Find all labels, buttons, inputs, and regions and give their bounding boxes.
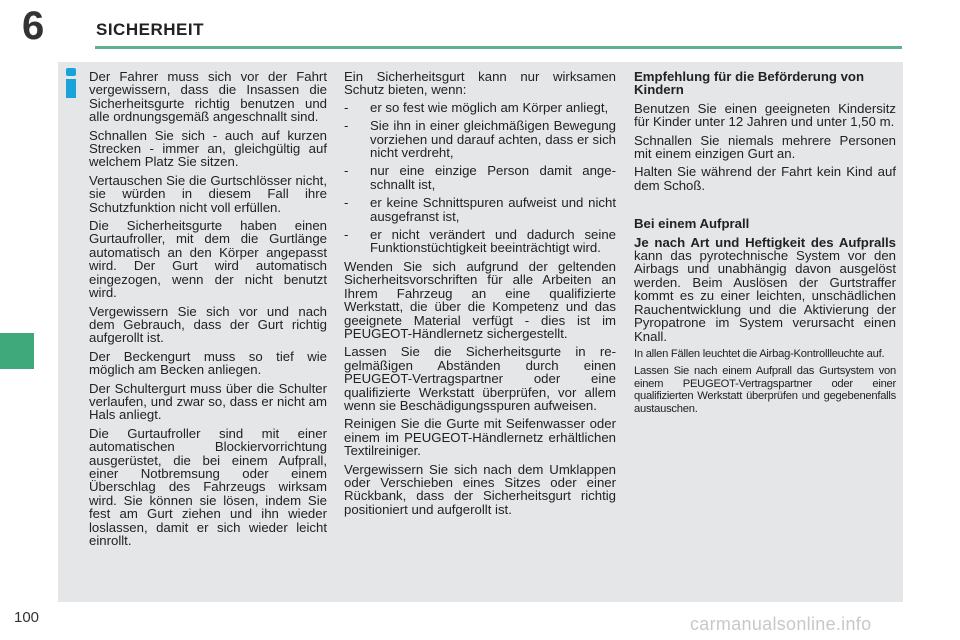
paragraph: Benutzen Sie einen geeigneten Kindersitz für Kinder unter 12 Jahren und unter 1,50 m. [634, 100, 896, 130]
watermark: carmanualsonline.info [690, 614, 872, 634]
impact-paragraph [634, 236, 896, 343]
info-icon-stem [66, 79, 76, 98]
chapter-tab-marker [0, 333, 34, 369]
paragraph: Reinigen Sie die Gurte mit Seifenwasser oder einem im PEUGEOT-Händlernetz erhältlichen Textilreiniger. [344, 416, 616, 459]
list-item: - er nicht verändert und dadurch seine Funktionstüchtigkeit beeinträchtigt wird. [344, 228, 616, 255]
paragraph: Vertauschen Sie die Gurtschlösser nicht, sie würden in diesem Fall ihre Schutzfunktion nicht voll erfüllen. [89, 172, 327, 215]
list-item: - Sie ihn in einer gleichmäßigen Bewegung vorziehen und darauf achten, dass er sich nicht verdreht, [344, 119, 616, 159]
list-item: - er so fest wie möglich am Körper anliegt, [344, 101, 616, 114]
paragraph: Vergewissern Sie sich vor und nach dem Gebrauch, dass der Gurt richtig aufgerollt ist. [89, 303, 327, 346]
spacer [634, 197, 896, 217]
header-divider [95, 46, 902, 49]
impact-bold-text: Je nach Art und Heftigkeit des Aufpralls [634, 234, 896, 250]
info-icon [64, 68, 78, 98]
condition-list [344, 101, 616, 255]
paragraph: Halten Sie während der Fahrt kein Kind auf dem Schoß. [634, 164, 896, 193]
column-3 [634, 70, 896, 420]
list-item: - er keine Schnittspuren aufweist und nicht ausgefranst ist, [344, 196, 616, 223]
paragraph: Der Beckengurt muss so tief wie möglich am Becken anliegen. [89, 348, 327, 378]
children-heading: Empfehlung für die Beförderung von Kindern [634, 69, 865, 98]
chapter-number: 6 [22, 4, 45, 48]
column-2 [344, 70, 616, 521]
list-item: - nur eine einzige Person damit angeschnallt ist, [344, 164, 616, 191]
paragraph: Der Schultergurt muss über die Schulter verlaufen, und zwar so, dass er nicht am Hals anliegt. [89, 380, 327, 423]
paragraph: Wenden Sie sich aufgrund der geltenden Sicherheitsvorschriften für alle Arbeiten an Ihrem Fahrzeug an eine qualifizierte Werkstatt, die über die Kompetenz und das geeignete Material verfügt - dies ist im PEUGEOT-Händlernetz sichergestellt. [344, 258, 616, 341]
impact-text: kann das pyrotechnische System vor den Airbags und unabhängig davon ausgelöst werden. Beim Auslösen der Gurtstraffer kommt es zu einer leichten, unschädlichen Rauchentwicklung und die Aktivierung der Pyropatrone im System verursacht einen Knall. [634, 248, 896, 344]
paragraph: Die Sicherheitsgurte haben einen Gurtaufroller, mit dem die Gurtlänge automatisch an den Körper angepasst wird. Der Gurt wird automatisch eingezogen, wenn der nicht benutzt wird. [89, 218, 327, 301]
paragraph: Der Fahrer muss sich vor der Fahrt vergewissern, dass die Insassen die Sicherheitsgurte richtig benutzen und alle ordnungsgemäß angeschnallt sind. [89, 69, 327, 125]
paragraph: Schnallen Sie sich - auch auf kurzen Strecken - immer an, gleichgültig auf welchem Platz Sie sitzen. [89, 127, 327, 170]
paragraph: Die Gurtaufroller sind mit einer automatischen Blockiervorrichtung ausgerüstet, die bei einem Aufprall, einer Notbremsung oder einem Überschlag des Fahrzeugs wirksam wird. Sie können sie lösen, indem Sie fest am Gurt ziehen und ihn wieder loslassen, damit er sich wieder leicht einrollt. [89, 425, 327, 548]
intro-paragraph: Ein Sicherheitsgurt kann nur wirksamen Schutz bieten, wenn: [344, 69, 616, 98]
section-title: SICHERHEIT [96, 20, 204, 39]
info-icon-dot [66, 68, 76, 76]
paragraph: Schnallen Sie niemals mehrere Personen mit einem einzigen Gurt an. [634, 132, 896, 162]
paragraph: Vergewissern Sie sich nach dem Umklappen oder Verschieben eines Sitzes oder einer Rückbank, dass der Sicherheitsgurt richtig positioniert und aufgerollt ist. [344, 461, 616, 517]
paragraph: Lassen Sie die Sicherheitsgurte in regelmäßigen Abständen durch einen PEUGEOT-Vertragspartner oder eine qualifizierte Werkstatt überprüfen, vor allem wenn sie Beschädigungsspuren aufweisen. [344, 344, 616, 413]
page-number: 100 [14, 609, 40, 626]
impact-heading: Bei einem Aufprall [634, 216, 750, 232]
small-note: In allen Fällen leuchtet die Airbag-Kontrollleuchte auf. [634, 347, 885, 360]
small-note: Lassen Sie nach einem Aufprall das Gurtsystem von einem PEUGEOT-Vertragspartner oder einer qualifizierten Werkstatt überprüfen und gegebenenfalls austauschen. [634, 365, 896, 415]
column-1 [89, 70, 327, 552]
